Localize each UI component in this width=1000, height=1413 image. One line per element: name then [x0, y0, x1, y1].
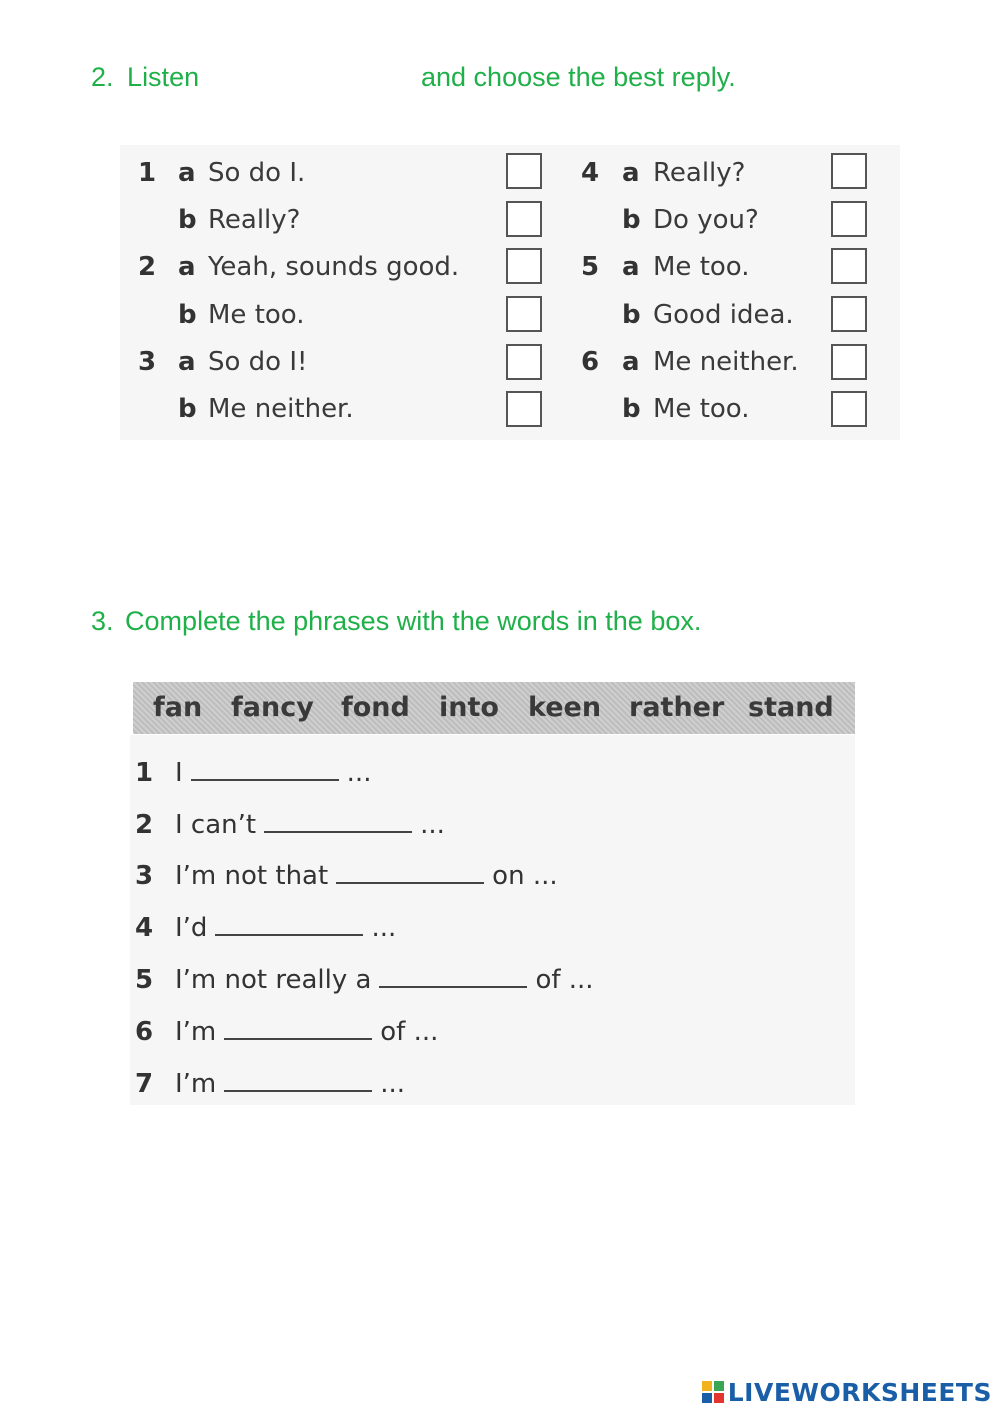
question-number: 5 [581, 252, 600, 282]
checkbox-5b[interactable] [831, 296, 867, 332]
option-letter: b [622, 394, 641, 424]
option-letter: a [178, 252, 196, 282]
checkbox-1a[interactable] [506, 153, 542, 189]
word-box-item: fancy [231, 692, 314, 723]
answer-blank-6[interactable] [224, 1014, 372, 1040]
checkbox-6a[interactable] [831, 344, 867, 380]
phrase-number: 4 [135, 913, 154, 943]
checkbox-4a[interactable] [831, 153, 867, 189]
option-text: Me neither. [653, 347, 799, 377]
phrase-before: I’m [175, 1069, 217, 1099]
option-text: So do I. [208, 158, 306, 188]
phrase-after: ... [420, 810, 445, 840]
answer-blank-2[interactable] [264, 807, 412, 833]
phrase-before: I’m not that [175, 861, 329, 891]
option-letter: a [622, 252, 640, 282]
phrase-before: I’d [175, 913, 208, 943]
exercise3-instruction [91, 606, 701, 637]
phrase-number: 1 [135, 758, 154, 788]
option-text: So do I! [208, 347, 308, 377]
checkbox-3a[interactable] [506, 344, 542, 380]
exercise2-instruction [91, 62, 199, 93]
checkbox-5a[interactable] [831, 248, 867, 284]
answer-blank-3[interactable] [336, 858, 484, 884]
checkbox-4b[interactable] [831, 201, 867, 237]
word-box-item: fond [341, 692, 410, 723]
option-letter: b [178, 394, 197, 424]
phrase-number: 7 [135, 1069, 154, 1099]
brand-name: LIVEWORKSHEETS [727, 1377, 992, 1407]
option-text: Me neither. [208, 394, 354, 424]
phrase-before: I can’t [175, 810, 257, 840]
checkbox-6b[interactable] [831, 391, 867, 427]
option-text: Really? [653, 158, 746, 188]
liveworksheets-logo-icon [702, 1381, 724, 1403]
phrase-after: ... [346, 758, 372, 788]
exercise2-instruction-end: and choose the best reply. [421, 62, 736, 92]
phrase-text [175, 753, 371, 793]
word-box-item: into [439, 692, 499, 723]
checkbox-1b[interactable] [506, 201, 542, 237]
option-letter: b [178, 300, 197, 330]
option-text: Good idea. [653, 300, 794, 330]
answer-blank-7[interactable] [224, 1066, 372, 1092]
option-letter: b [622, 205, 641, 235]
question-number: 2 [138, 252, 157, 282]
option-text: Me too. [653, 252, 750, 282]
phrase-after: of ... [380, 1017, 439, 1047]
checkbox-3b[interactable] [506, 391, 542, 427]
phrase-after: of ... [535, 965, 594, 995]
option-letter: a [178, 158, 196, 188]
option-text: Me too. [208, 300, 305, 330]
question-number: 6 [581, 347, 600, 377]
word-box-item: fan [153, 692, 203, 723]
phrase-text [175, 856, 558, 896]
exercise3-instruction-text: Complete the phrases with the words in the box. [125, 606, 702, 636]
phrase-number: 3 [135, 861, 154, 891]
phrase-text [175, 1012, 438, 1052]
phrase-text [175, 908, 396, 948]
phrase-text [175, 1064, 405, 1104]
phrase-after: ... [380, 1069, 406, 1099]
exercise3-number: 3. [91, 606, 114, 636]
phrase-after: on ... [492, 861, 558, 891]
option-letter: a [178, 347, 196, 377]
checkbox-2a[interactable] [506, 248, 542, 284]
option-text: Yeah, sounds good. [208, 252, 460, 282]
answer-blank-5[interactable] [379, 962, 527, 988]
exercise2-number: 2. [91, 62, 114, 92]
liveworksheets-logo[interactable] [702, 1377, 992, 1407]
option-text: Me too. [653, 394, 750, 424]
phrase-text [175, 960, 594, 1000]
answer-blank-4[interactable] [215, 910, 363, 936]
phrase-number: 2 [135, 810, 154, 840]
question-number: 4 [581, 158, 600, 188]
answer-blank-1[interactable] [191, 755, 339, 781]
phrase-number: 6 [135, 1017, 154, 1047]
word-box-item: stand [748, 692, 834, 723]
checkbox-2b[interactable] [506, 296, 542, 332]
option-letter: b [622, 300, 641, 330]
phrase-before: I [175, 758, 183, 788]
option-letter: a [622, 158, 640, 188]
question-number: 3 [138, 347, 157, 377]
phrase-before: I’m [175, 1017, 217, 1047]
phrase-after: ... [371, 913, 397, 943]
option-text: Really? [208, 205, 301, 235]
option-letter: b [178, 205, 197, 235]
phrase-text [175, 805, 445, 845]
exercise2-instruction-start: Listen [127, 62, 200, 92]
phrase-number: 5 [135, 965, 154, 995]
word-box-item: keen [528, 692, 602, 723]
phrase-before: I’m not really a [175, 965, 372, 995]
option-letter: a [622, 347, 640, 377]
question-number: 1 [138, 158, 157, 188]
word-box-item: rather [629, 692, 725, 723]
word-box [133, 682, 855, 734]
option-text: Do you? [653, 205, 759, 235]
